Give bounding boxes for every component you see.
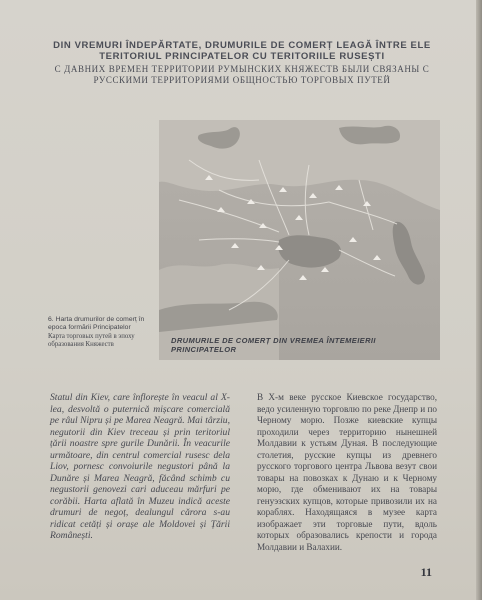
figure-caption-romanian: Harta drumurilor de comerț în epoca formării Principatelor [48,316,145,332]
text-column-romanian: Statul din Kiev, care înflorește în veacul al X-lea, desvoltă o puternică mișcare comercială pe râul Nipru și pe Marea Neagră. Mai târziu, negutorii din Kiev treceau și prin teritoriul țării noastre spre gurile Dunării. În veacurile următoare, din centrul comercial rusesc dela Liov, pornesc convoiurile negustori până la Dunăre și Marea Neagră, făcând schimb cu negustorii genovezi cari aduceau mărfuri pe corăbii. Harta aflată în Muzeu indică aceste drumuri de negoț, dealungul cărora s-au ridicat cetăți și orașe ale Moldovei și Țării Românești. [50,392,230,541]
trade-routes-map [159,120,440,360]
figure-caption-russian: Карта торговых путей в эпоху образования Княжеств [48,332,135,349]
map-illustration [159,120,440,360]
text-column-russian: В X-м веке русское Киевское государство, ведо усиленную торговлю по реке Днепр и по Черному морю. Позже киевские купцы проходили через территорию нынешней Молдавии к устьям Дуная. В последующие столетия, русские купцы из древнего русского торгового центра Львова везут свои товары на повозках к Дунаю и к Черному морю, где обменивают их на товары генуэзских купцов, которые привозили их на кораблях. Находящаяся в музее карта изображает эти торговые пути, вдоль которых образовались крепости и города Молдавии и Валахии. [257,392,437,552]
heading-romanian: DIN VREMURI ÎNDEPĂRTATE, DRUMURILE DE COMERȚ LEAGĂ ÎNTRE ELE TERITORIUL PRINCIPATELOR CU TERITORIILE RUSEȘTI [53,40,431,62]
figure-caption [48,316,152,350]
page-number: 11 [420,565,432,579]
map-caspian-sea [393,222,425,285]
map-title: DRUMURILE DE COMERȚ DIN VREMEA ÎNTEMEIERII PRINCIPATELOR [171,336,376,354]
heading-russian: С ДАВНИХ ВРЕМЕН ТЕРРИТОРИИ РУМЫНСКИХ КНЯЖЕСТВ БЫЛИ СВЯЗАНЫ С РУССКИМИ ТЕРРИТОРИЯМИ ОБЩНОСТЬЮ ТОРГОВЫХ ПУТЕЙ [54,64,430,85]
page-edge [476,0,482,600]
figure-number: 6. [48,316,54,323]
page-heading [40,40,444,86]
map-black-sea [278,235,341,267]
